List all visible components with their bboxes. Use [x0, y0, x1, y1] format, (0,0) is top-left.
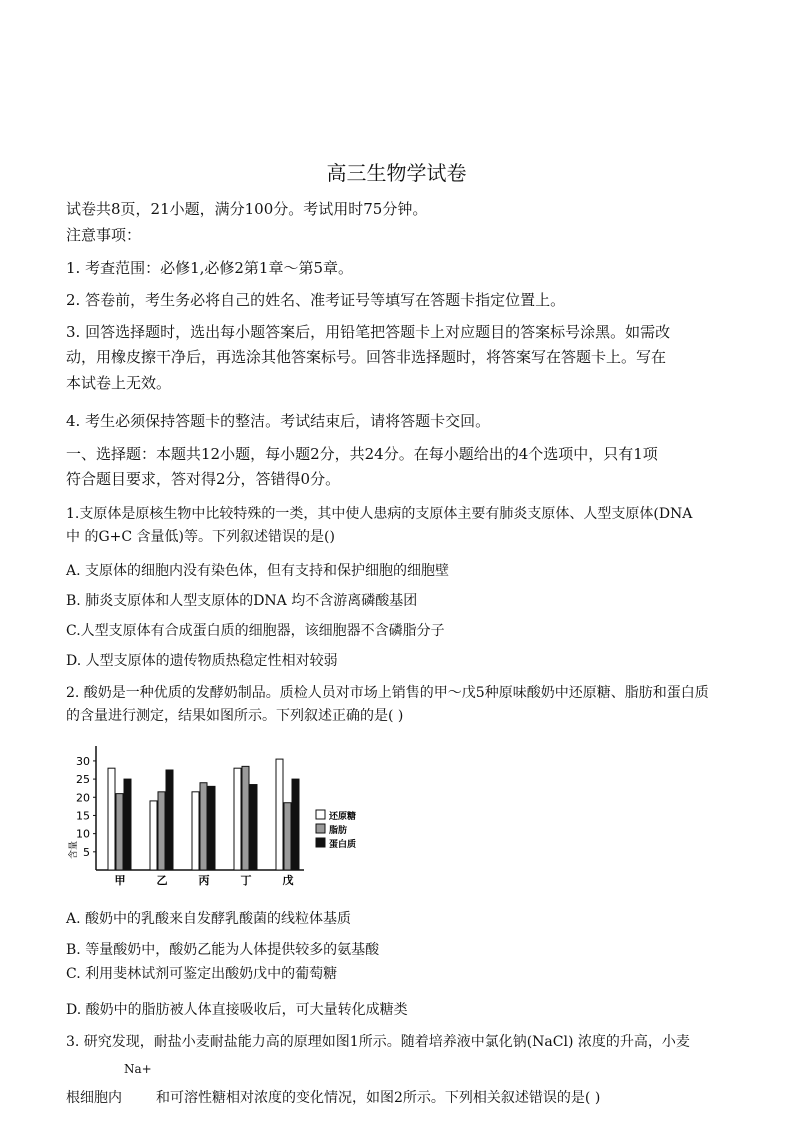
question-2-option-a: A. 酸奶中的乳酸来自发酵乳酸菌的线粒体基质 — [66, 911, 352, 927]
note-line: 3. 回答选择题时，选出每小题答案后，用铅笔把答题卡上对应题目的答案标号涂黑。如需改 — [66, 323, 671, 341]
question-1-option-b: B. 肺炎支原体和人型支原体的DNA 均不含游离磷酸基团 — [66, 593, 418, 609]
y-tick-label: 25 — [76, 773, 90, 787]
y-tick-label: 10 — [76, 827, 90, 841]
bar-脂肪 — [158, 792, 165, 870]
x-tick-label: 丙 — [198, 874, 210, 887]
note-line: 1. 考查范围：必修1,必修2第1章～第5章。 — [66, 259, 354, 277]
x-tick-label: 乙 — [156, 874, 168, 887]
bar-脂肪 — [284, 803, 291, 870]
bar-还原糖 — [108, 768, 115, 870]
question-3-stem: 根细胞内 — [66, 1090, 122, 1106]
bar-还原糖 — [234, 768, 241, 870]
section-heading: 一、选择题：本题共12小题，每小题2分，共24分。在每小题给出的4个选项中，只有1项 — [66, 445, 658, 463]
bar-蛋白质 — [166, 770, 173, 870]
bar-还原糖 — [192, 792, 199, 870]
legend-label: 脂肪 — [329, 826, 348, 836]
legend-label: 蛋白质 — [329, 840, 357, 850]
section-heading: 符合题目要求，答对得2分，答错得0分。 — [66, 470, 341, 488]
question-1-option-d: D. 人型支原体的遗传物质热稳定性相对较弱 — [66, 653, 338, 669]
notice-heading: 注意事项： — [66, 226, 142, 244]
note-line: 动，用橡皮擦干净后，再选涂其他答案标号。回答非选择题时，将答案写在答题卡上。写在 — [66, 348, 667, 366]
question-2-option-b: B. 等量酸奶中，酸奶乙能为人体提供较多的氨基酸 — [66, 942, 380, 958]
bar-还原糖 — [276, 759, 283, 870]
superscript-na: Na+ — [124, 1062, 152, 1076]
bar-脂肪 — [200, 783, 207, 870]
question-1-stem: 1.支原体是原核生物中比较特殊的一类，其中使人患病的支原体主要有肺炎支原体、人型支原体(DNA — [66, 506, 693, 522]
question-2-stem: 2. 酸奶是一种优质的发酵奶制品。质检人员对市场上销售的甲～戊5种原味酸奶中还原糖、脂肪和蛋白质 — [66, 685, 709, 701]
bar-还原糖 — [150, 801, 157, 870]
question-1-option-c: C.人型支原体有合成蛋白质的细胞器，该细胞器不含磷脂分子 — [66, 623, 445, 639]
y-tick-label: 20 — [76, 791, 90, 805]
question-3-stem: 和可溶性糖相对浓度的变化情况，如图2所示。下列相关叙述错误的是( ) — [156, 1090, 601, 1106]
question-2-option-d: D. 酸奶中的脂肪被人体直接吸收后，可大量转化成糖类 — [66, 1002, 408, 1018]
exam-intro: 试卷共8页，21小题，满分100分。考试用时75分钟。 — [66, 200, 428, 218]
question-2-option-c: C. 利用斐林试剂可鉴定出酸奶戊中的葡萄糖 — [66, 966, 338, 982]
note-line: 2. 答卷前，考生务必将自己的姓名、准考证号等填写在答题卡指定位置上。 — [66, 291, 566, 309]
legend-swatch — [316, 810, 325, 819]
y-tick-label: 15 — [76, 809, 90, 823]
x-tick-label: 丁 — [240, 874, 252, 887]
y-axis-label: 含量 — [69, 840, 79, 860]
bar-蛋白质 — [208, 786, 215, 870]
bar-蛋白质 — [292, 779, 299, 870]
bar-蛋白质 — [250, 785, 257, 870]
legend-swatch — [316, 838, 325, 847]
legend-swatch — [316, 824, 325, 833]
bar-脂肪 — [116, 794, 123, 870]
x-tick-label: 甲 — [114, 874, 126, 887]
bar-蛋白质 — [124, 779, 131, 870]
note-line: 4. 考生必须保持答题卡的整洁。考试结束后，请将答题卡交回。 — [66, 412, 491, 430]
x-tick-label: 戊 — [282, 874, 294, 887]
page-title: 高三生物学试卷 — [326, 161, 467, 185]
question-2-stem: 的含量进行测定，结果如图所示。下列叙述正确的是( ) — [66, 708, 404, 724]
bar-chart — [64, 742, 384, 892]
question-1-option-a: A. 支原体的细胞内没有染色体，但有支持和保护细胞的细胞壁 — [66, 563, 450, 579]
legend-label: 还原糖 — [329, 812, 357, 822]
y-tick-label: 5 — [83, 845, 90, 859]
question-1-stem: 中 的G+C 含量低)等。下列叙述错误的是() — [66, 529, 335, 545]
note-line: 本试卷上无效。 — [66, 374, 172, 392]
bar-脂肪 — [242, 766, 249, 870]
question-3-stem: 3. 研究发现，耐盐小麦耐盐能力高的原理如图1所示。随着培养液中氯化钠(NaCl) 浓度的升高，小麦 — [66, 1034, 690, 1050]
y-tick-label: 30 — [76, 754, 90, 768]
